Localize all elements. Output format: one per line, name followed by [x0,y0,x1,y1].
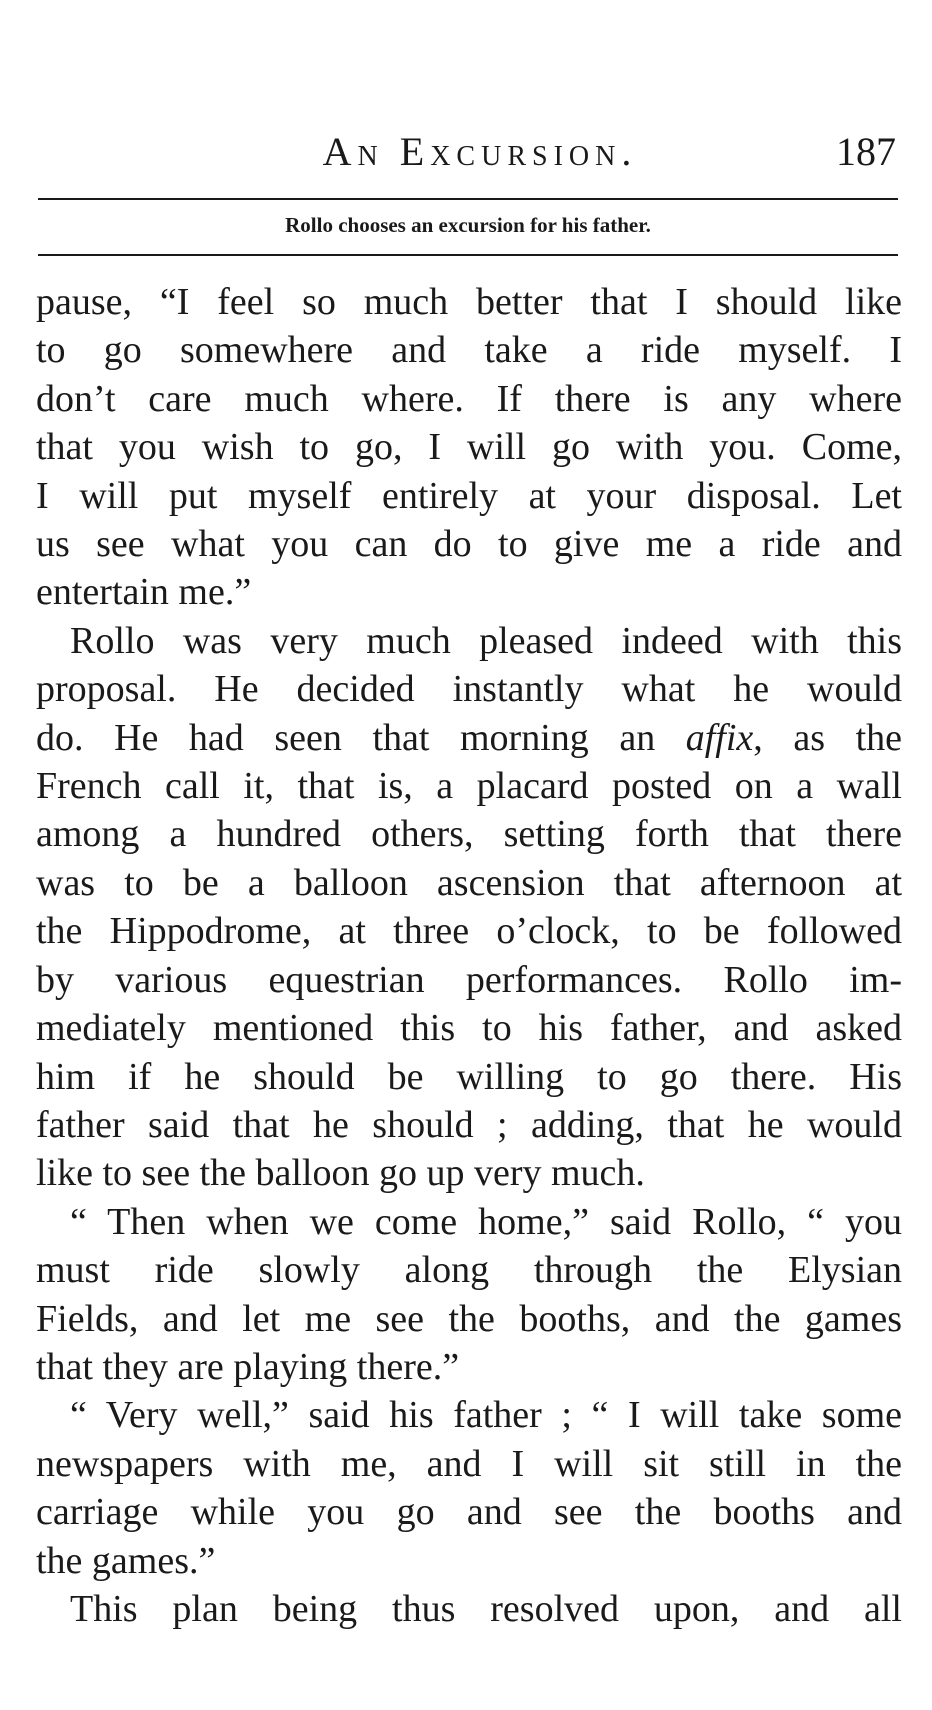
paragraph-4 [36,1391,902,1585]
paragraph-5 [36,1585,902,1633]
text-line: the Hippodrome, at three o’clock, to be followed [36,910,902,953]
text-line-with-italic [36,714,902,762]
text-line: “ Very well,” said his father ; “ I will take some [70,1394,902,1437]
text-line: proposal. He decided instantly what he would [36,668,902,711]
text-line: that they are playing there.” [36,1345,460,1388]
text-line: I will put myself entirely at your disposal. Let [36,474,902,517]
text-line: to go somewhere and take a ride myself. I [36,329,902,372]
text-line: him if he should be willing to go there. His [36,1055,902,1098]
page-number: 187 [836,129,896,174]
paragraph-1 [36,278,902,617]
text-line: carriage while you go and see the booths and [36,1491,902,1534]
text-fragment: , as the [753,716,902,759]
text-line: French call it, that is, a placard posted on a wall [36,765,902,808]
text-line: “ Then when we come home,” said Rollo, “ you [70,1200,902,1243]
text-fragment: do. He had seen that morning an [36,716,656,759]
text-line: was to be a balloon ascension that afternoon at [36,861,902,904]
italic-word: affix [685,716,754,759]
text-line: among a hundred others, setting forth that there [36,813,902,856]
text-line: pause, “I feel so much better that I should like [36,281,902,323]
text-line: us see what you can do to give me a ride and [36,523,902,566]
running-title: An Excursion. [322,129,638,174]
text-line: This plan being thus resolved upon, and all [70,1587,902,1630]
text-line: Fields, and let me see the booths, and the games [36,1297,902,1340]
header-rule-bottom [38,254,898,256]
text-line: father said that he should ; adding, that he would [36,1103,902,1146]
text-line: newspapers with me, and I will sit still in the [36,1442,902,1485]
text-line: by various equestrian performances. Rollo im- [36,958,902,1001]
text-line: the games.” [36,1539,216,1582]
text-line: Rollo was very much pleased indeed with this [70,619,902,662]
paragraph-2 [36,617,902,1198]
text-line: must ride slowly along through the Elysian [36,1249,902,1292]
body-text [36,278,902,1633]
text-line: like to see the balloon go up very much. [36,1152,645,1195]
header-rule-top [38,198,898,200]
paragraph-3 [36,1198,902,1392]
text-line: entertain me.” [36,571,252,614]
text-line: that you wish to go, I will go with you. Come, [36,426,902,469]
text-line: don’t care much where. If there is any where [36,377,902,420]
text-line: mediately mentioned this to his father, and asked [36,1007,902,1050]
page-subtitle: Rollo chooses an excursion for his father. [285,213,651,237]
